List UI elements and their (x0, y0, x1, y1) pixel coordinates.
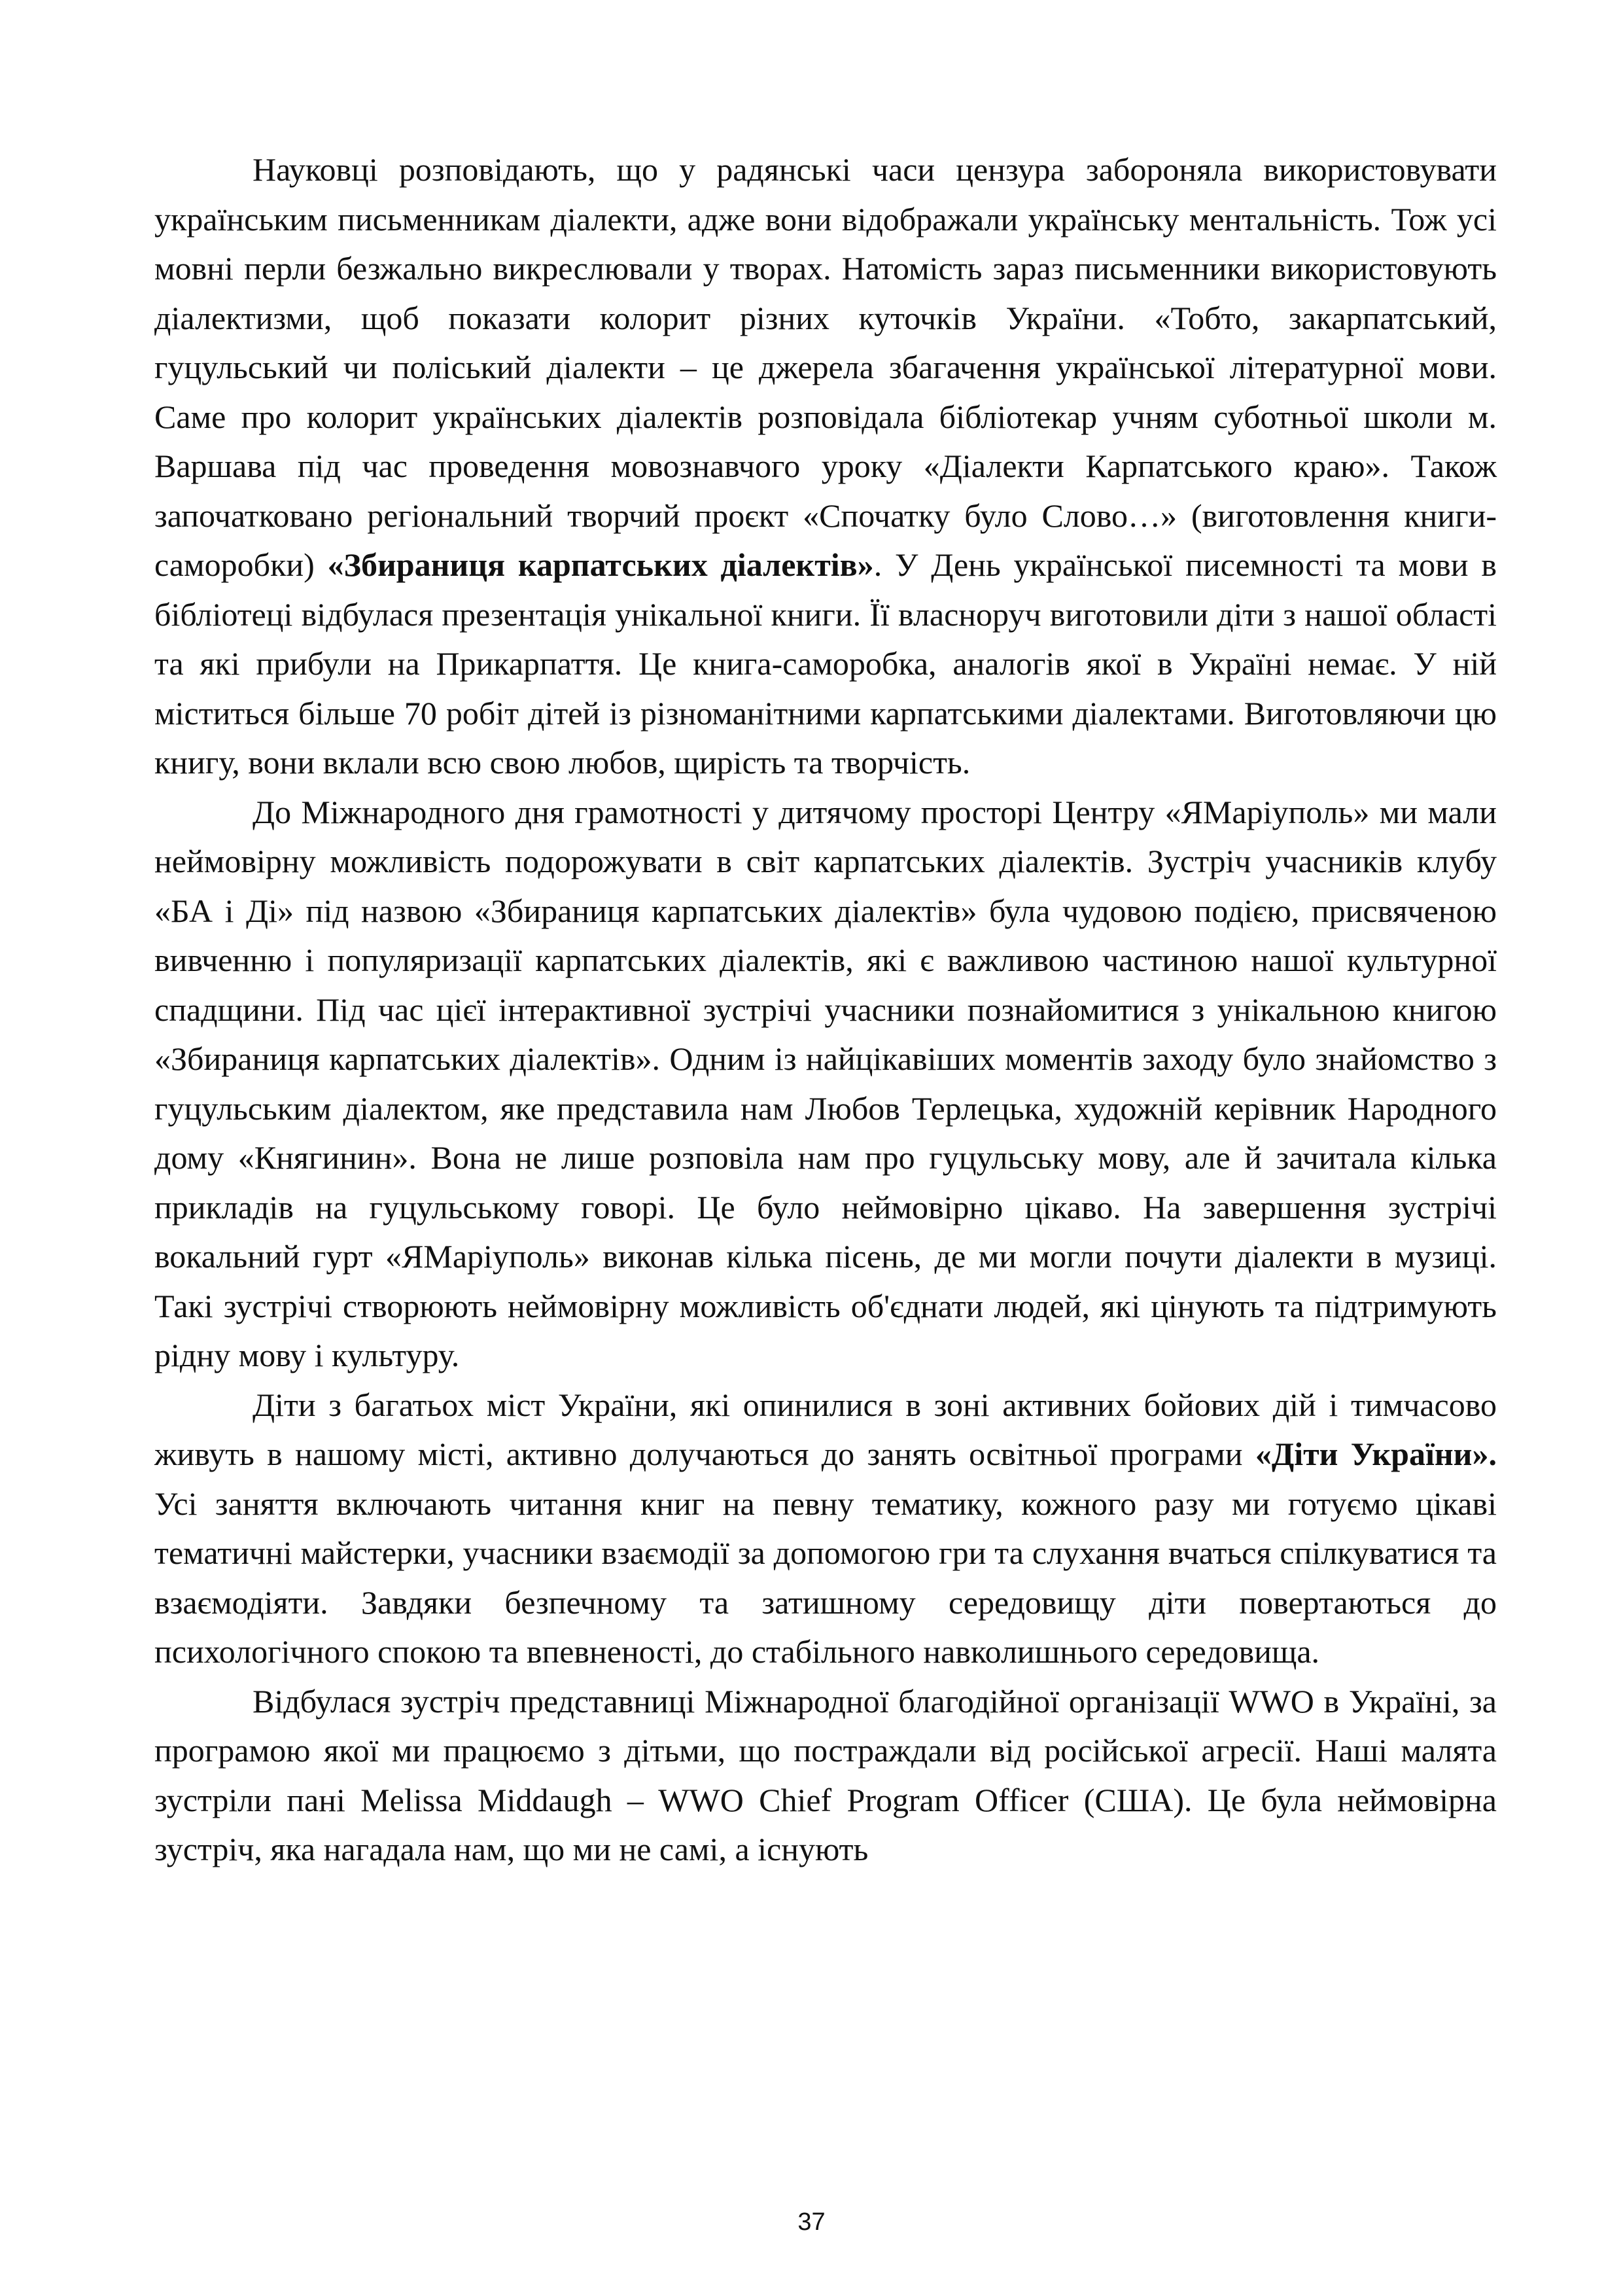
book-title-bold: «Збираниця карпатських діалектів» (327, 546, 874, 583)
paragraph-text: Науковці розповідають, що у радянські часи цензура забороняла використовувати українським письменникам діалекти, адже вони відображали українську ментальність. Тож усі мовні перли безжально викреслювали у творах. Натомість зараз письменники використовують діалектизми, щоб показати колорит різних куточків України. «Тобто, закарпатський, гуцульський чи поліський діалекти – це джерела збагачення української літературної мови. Саме про колорит українських діалектів розповідала бібліотекар учням суботньої школи м. Варшава під час проведення мовознавчого уроку «Діалекти Карпатського краю». Також започатковано регіональний творчий проєкт «Спочатку було Слово…» (виготовлення книги-саморобки) (154, 151, 1497, 583)
page-body (154, 145, 1497, 1875)
page-number: 37 (797, 2208, 826, 2236)
paragraph-literacy-day: До Міжнародного дня грамотності у дитячому просторі Центру «ЯМаріуполь» ми мали неймовірну можливість подорожувати в світ карпатських діалектів. Зустріч учасників клубу «БА і Ді» під назвою «Збираниця карпатських діалектів» була чудовою подією, присвяченою вивченню і популяризації карпатських діалектів, які є важливою частиною нашої культурної спадщини. Під час цієї інтерактивної зустрічі учасники познайомитися з унікальною книгою «Збираниця карпатських діалектів». Одним із найцікавіших моментів заходу було знайомство з гуцульським діалектом, яке представила нам Любов Терлецька, художній керівник Народного дому «Княгинин». Вона не лише розповіла нам про гуцульську мову, але й зачитала кілька прикладів на гуцульському говорі. Це було неймовірно цікаво. На завершення зустрічі вокальний гурт «ЯМаріуполь» виконав кілька пісень, де ми могли почути діалекти в музиці. Такі зустрічі створюють неймовірну можливість об'єднати людей, які цінують та підтримують рідну мову і культуру. (154, 793, 1497, 1373)
paragraph-dialects-history (154, 145, 1497, 788)
paragraph-text: Усі заняття включають читання книг на певну тематику, кожного разу ми готуємо цікаві тематичні майстерки, учасники взаємодії за допомогою гри та слухання вчаться спілкуватися та взаємодіяти. Завдяки безпечному та затишному середовищу діти повертаються до психологічного спокою та впевненості, до стабільного навколишнього середовища. (154, 1485, 1497, 1670)
paragraph-wwo-meeting: Відбулася зустріч представниці Міжнародної благодійної організації WWO в Україні, за програмою якої ми працюємо з дітьми, що постраждали від російської агресії. Наші малята зустріли пані Melissa Middaugh – WWO Chief Program Officer (США). Це була неймовірна зустріч, яка нагадала нам, що ми не самі, а існують (154, 1682, 1497, 1867)
paragraph-text: . У День української писемності та мови в бібліотеці відбулася презентація унікальної книги. Її власноруч виготовили діти з нашої області та які прибули на Прикарпаття. Це книга-саморобка, аналогів якої в Україні немає. У ній міститься більше 70 робіт дітей із різноманітними карпатськими діалектами. Виготовляючи цю книгу, вони вклали всю свою любов, щирість та творчість. (154, 546, 1497, 781)
paragraph-children-program (154, 1381, 1497, 1677)
program-title-bold: «Діти України». (1255, 1436, 1497, 1472)
paragraph-text: Діти з багатьох міст України, які опинилися в зоні активних бойових дій і тимчасово живуть в нашому місті, активно долучаються до занять освітньої програми (154, 1386, 1497, 1472)
